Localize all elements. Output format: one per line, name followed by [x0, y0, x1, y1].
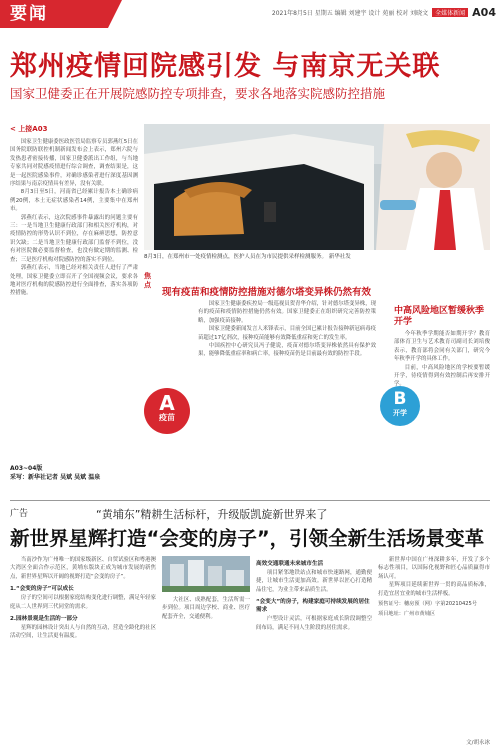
address-note: 项目地址：广州市黄埔区 [378, 611, 436, 618]
ad-column-2 [162, 596, 250, 750]
section-tab: 要闻 [0, 0, 108, 28]
ad-paragraph: 当南沙作为广州唯一的国家级新区、自贸试验区和粤港澳大湾区全面合作示范区，黄埔东版块正成为城市发展的新焦点，新世界星辉以开阔的视野打造“会变的房子”。 [10, 557, 156, 580]
school-circle-badge [380, 386, 420, 426]
article-b-body [394, 330, 490, 389]
top-bar [0, 0, 500, 28]
ad-photo [162, 556, 250, 592]
ad-paragraph: 大社区、成熟配套，生活所需一步到位。项目周边学校、商业、医疗配套齐全，交通便利。 [162, 597, 250, 620]
related-tag-text: 上接A03 [18, 125, 48, 133]
lead-headline: 郑州疫情回院感引发 与南京无关联 [10, 51, 441, 82]
ad-subheading: 2.园林景观是生活的一部分 [10, 616, 78, 623]
lead-paragraph: 8月3日至5日，河南省已经累计报告本土确诊病例20例，本土无症状感染者14例，主要集中在郑州市。 [10, 189, 138, 213]
ad-label: 广告 [10, 509, 29, 519]
byline-reporters: 采写：新华社记者 吴斌 吴斌 温泉 [10, 474, 101, 481]
section-divider [10, 500, 490, 501]
article-paragraph: 目前，中高风险地区的学校要暂缓开学，待疫情得到有效控制后再安排开学。 [394, 364, 490, 388]
lead-paragraph: 郭燕红表示，当地已经对相关责任人进行了严肃处理，国家卫健委立即召开了全国视频会议，要求各地对医疗机构的院感防控进行全面排查，落实各项防控措施。 [10, 265, 138, 297]
header-meta [272, 6, 496, 19]
article-a-title: 现有疫苗和疫情防控措施对德尔塔变异株仍然有效 [162, 287, 372, 298]
left-column [10, 124, 138, 519]
ad-column-3 [256, 556, 372, 741]
article-paragraph: 国家卫健委新闻发言人米锋表示，目前全国已累计报告接种新冠病毒疫苗超过17亿剂次，接种疫苗能够有效降低重症和死亡的发生率。 [198, 326, 376, 341]
ad-subheading: 1.“会变的房子”可以成长 [10, 586, 74, 593]
ad-column-1 [10, 556, 156, 741]
ad-column-4 [378, 556, 490, 741]
focus-tag: 焦点 [144, 272, 151, 289]
byline [10, 463, 100, 481]
ad-subheading: 高效交通联通未来城市生活 [256, 561, 324, 567]
page-number: A04 [472, 6, 496, 19]
caption-credit: 新华社发 [328, 254, 351, 260]
lead-paragraph: 郭燕红表示，这次院感事件暴露出的问题主要有三：一是当地卫生健康行政部门和相关医疗机构，对疫情防控的形势认识不到位，存在麻痹思想，防控意识欠缺；二是当地卫生健康行政部门监督不到位，没有对医院做必要监督检查，也没有做定期的监测、检查；三是医疗机构对院感防控的落实不到位。 [10, 214, 138, 263]
photo-illustration [144, 124, 490, 250]
article-paragraph: 中国疾控中心研究员冯子健说，疫苗对德尔塔变异株依然具有保护效果，能够降低重症率和病亡率，接种疫苗仍是目前最有效的防控手段。 [198, 343, 376, 358]
media-badge: 全媒体新闻 [432, 8, 468, 17]
badge-word: 开学 [393, 409, 407, 417]
ad-paragraph: 星辉的园林设计突出人与自然的互动，营造全龄化的社区活动空间，让生活更有温度。 [10, 625, 156, 640]
article-b-title: 中高风险地区暂缓秋季开学 [394, 306, 485, 327]
ad-subheading: “会变大”的房子，构建家庭可持续发展的居住需求 [256, 599, 370, 614]
caption-text: 8月3日，在郑州市一处疫情检测点，医护人员在为市民提供采样检测服务。 [144, 254, 328, 260]
byline-pages: A03~04版 [10, 465, 43, 472]
article-paragraph: 国家卫生健康委疾控局一级巡视员贺青华介绍，针对德尔塔变异株，现有的疫苗和疫情防控措施仍然有效。国家卫健委正在组织研究完善防控策略，加强疫苗接种。 [198, 301, 376, 324]
photo-caption [144, 252, 490, 260]
article-paragraph: 今年秋季学期能否如期开学？教育部体育卫生与艺术教育司副司长刘培俊表示，教育部将会同有关部门，研究今年秋季开学的具体工作。 [394, 331, 490, 363]
lead-subheadline: 国家卫健委正在开展院感防控专项排查，要求各地落实院感防控措施 [10, 86, 386, 101]
related-tag [10, 124, 138, 134]
ad-paragraph: 星辉项目延续新世界一贯的高品质标准，打造宜居宜业的城市生活样板。 [378, 582, 490, 597]
badge-letter: A [159, 391, 175, 415]
date-line: 2021年8月5日 星期五 编辑 刘建宇 设计 苑丽 校对 刘晓文 [271, 10, 429, 17]
ad-paragraph: 项目紧邻地铁站点和城市快速路网，通勤便捷，让城市生活更加高效。新世界以匠心打造精品住宅，为业主带来品质生活。 [256, 570, 372, 593]
ad-headline: 新世界星辉打造“会变的房子”，引领全新生活场景变革 [10, 527, 485, 550]
vaccine-circle-badge [144, 388, 190, 434]
ad-paragraph: 新世界中国在广州深耕多年，开发了多个标志性项目，以国际化视野和匠心品质赢得市场认可。 [378, 557, 490, 580]
article-a-body [198, 300, 376, 359]
badge-letter: B [393, 389, 407, 409]
news-photo [144, 124, 490, 250]
ad-paragraph: 户型设计灵活，可根据家庭成长阶段调整空间布局，满足不同人生阶段的居住需求。 [256, 616, 372, 631]
badge-word: 疫苗 [159, 413, 175, 422]
ad-signoff: 文/胡永冰 [466, 740, 490, 746]
chevron-left-icon: < [10, 125, 16, 133]
presale-note: 预售证号：穗房预（网）字第20210425号 [378, 601, 478, 608]
ad-kicker: “黄埔东”精耕生活标杆，升级版凯旋新世界来了 [96, 508, 328, 521]
lead-paragraph: 国家卫生健康委医政医管局监察专员郭燕红5日在国务院联防联控机制新闻发布会上表示，郑州六院与发热患者密接传播，国家卫健委派出工作组，与当地专家共同对院感疫情进行综合调查，调查结果是，这是一起医院感染事件，对确诊感染者进行深度基因测序结果与南京疫情具有差异，没有关联。 [10, 139, 138, 188]
building-illustration [162, 556, 250, 592]
ad-paragraph: 房子的空间可以根据家庭结构变化进行调整，满足年轻家庭从二人世界到三代同堂的需求。 [10, 595, 156, 610]
